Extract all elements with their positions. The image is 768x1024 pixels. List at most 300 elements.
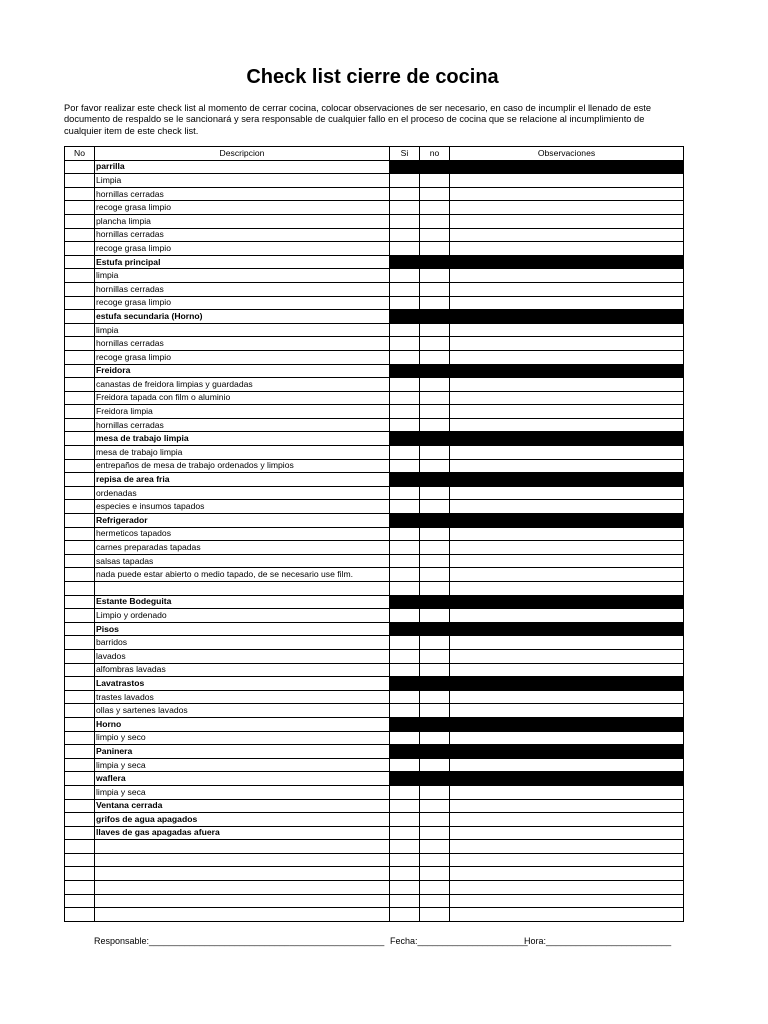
si-check-cell[interactable] xyxy=(390,826,420,840)
observaciones-cell[interactable] xyxy=(450,758,684,772)
row-number-cell xyxy=(65,881,95,895)
si-check-cell[interactable] xyxy=(390,840,420,854)
si-check-cell[interactable] xyxy=(390,731,420,745)
row-number-cell xyxy=(65,323,95,337)
description-cell: grifos de agua apagados xyxy=(95,813,390,827)
description-cell: Limpia xyxy=(95,174,390,188)
description-cell: Ventana cerrada xyxy=(95,799,390,813)
row-number-cell xyxy=(65,690,95,704)
description-cell xyxy=(95,867,390,881)
instructions-text: Por favor realizar este check list al momento de cerrar cocina, colocar observaciones de ser necesario, en caso de incumplir el llenado de este documento de respaldo se le sancionará y sera responsable de cualquier fallo en el proceso de cocina que se relacione al incumplimiento de cualquier item de este check list. xyxy=(64,103,652,136)
row-number-cell xyxy=(65,677,95,691)
no-check-cell[interactable] xyxy=(420,323,450,337)
blocked-cell xyxy=(420,745,450,759)
table-row xyxy=(65,405,684,419)
blocked-cell xyxy=(390,514,420,528)
table-row xyxy=(65,867,684,881)
no-check-cell[interactable] xyxy=(420,527,450,541)
row-number-cell xyxy=(65,255,95,269)
blocked-cell xyxy=(390,432,420,446)
description-cell: Freidora xyxy=(95,364,390,378)
observaciones-cell[interactable] xyxy=(450,269,684,283)
table-row xyxy=(65,500,684,514)
observaciones-cell[interactable] xyxy=(450,785,684,799)
table-row xyxy=(65,527,684,541)
row-number-cell xyxy=(65,582,95,596)
si-check-cell[interactable] xyxy=(390,704,420,718)
si-check-cell[interactable] xyxy=(390,486,420,500)
si-check-cell[interactable] xyxy=(390,894,420,908)
blocked-cell xyxy=(390,255,420,269)
row-number-cell xyxy=(65,772,95,786)
description-cell: estufa secundaria (Horno) xyxy=(95,310,390,324)
observaciones-cell[interactable] xyxy=(450,813,684,827)
description-cell: alfombras lavadas xyxy=(95,663,390,677)
observaciones-cell[interactable] xyxy=(450,446,684,460)
observaciones-cell[interactable] xyxy=(450,541,684,555)
observaciones-cell[interactable] xyxy=(450,609,684,623)
description-cell: Freidora limpia xyxy=(95,405,390,419)
no-check-cell[interactable] xyxy=(420,867,450,881)
description-cell: mesa de trabajo limpia xyxy=(95,432,390,446)
description-cell: salsas tapadas xyxy=(95,554,390,568)
si-check-cell[interactable] xyxy=(390,228,420,242)
description-cell xyxy=(95,881,390,895)
no-check-cell[interactable] xyxy=(420,486,450,500)
header-observaciones: Observaciones xyxy=(450,147,684,161)
observaciones-cell[interactable] xyxy=(450,840,684,854)
row-number-cell xyxy=(65,364,95,378)
row-number-cell xyxy=(65,214,95,228)
observaciones-cell[interactable] xyxy=(450,554,684,568)
table-row xyxy=(65,799,684,813)
no-check-cell[interactable] xyxy=(420,282,450,296)
description-cell: lavados xyxy=(95,649,390,663)
row-number-cell xyxy=(65,826,95,840)
no-check-cell[interactable] xyxy=(420,459,450,473)
no-check-cell[interactable] xyxy=(420,214,450,228)
no-check-cell[interactable] xyxy=(420,554,450,568)
row-number-cell xyxy=(65,459,95,473)
si-check-cell[interactable] xyxy=(390,813,420,827)
hora-field[interactable]: Hora:_________________________ xyxy=(524,936,672,946)
table-row xyxy=(65,609,684,623)
description-cell: canastas de freidora limpias y guardadas xyxy=(95,378,390,392)
table-row xyxy=(65,826,684,840)
si-check-cell[interactable] xyxy=(390,881,420,895)
blocked-cell xyxy=(420,432,450,446)
section-row xyxy=(65,622,684,636)
si-check-cell[interactable] xyxy=(390,663,420,677)
description-cell: barridos xyxy=(95,636,390,650)
header-no: No xyxy=(65,147,95,161)
si-check-cell[interactable] xyxy=(390,282,420,296)
observaciones-cell[interactable] xyxy=(450,527,684,541)
blocked-cell xyxy=(420,717,450,731)
observaciones-cell[interactable] xyxy=(450,826,684,840)
observaciones-cell[interactable] xyxy=(450,799,684,813)
no-check-cell[interactable] xyxy=(420,337,450,351)
description-cell: recoge grasa limpio xyxy=(95,242,390,256)
si-check-cell[interactable] xyxy=(390,609,420,623)
row-number-cell xyxy=(65,446,95,460)
blocked-cell xyxy=(420,473,450,487)
no-check-cell[interactable] xyxy=(420,894,450,908)
row-number-cell xyxy=(65,813,95,827)
description-cell: plancha limpia xyxy=(95,214,390,228)
table-row xyxy=(65,269,684,283)
blocked-cell xyxy=(420,677,450,691)
section-row xyxy=(65,432,684,446)
observaciones-cell[interactable] xyxy=(450,323,684,337)
observaciones-cell[interactable] xyxy=(450,582,684,596)
row-number-cell xyxy=(65,378,95,392)
table-row xyxy=(65,636,684,650)
no-check-cell[interactable] xyxy=(420,690,450,704)
si-check-cell[interactable] xyxy=(390,568,420,582)
observaciones-cell[interactable] xyxy=(450,378,684,392)
row-number-cell xyxy=(65,622,95,636)
si-check-cell[interactable] xyxy=(390,350,420,364)
no-check-cell[interactable] xyxy=(420,350,450,364)
si-check-cell[interactable] xyxy=(390,459,420,473)
table-row xyxy=(65,840,684,854)
table-row xyxy=(65,350,684,364)
observaciones-cell[interactable] xyxy=(450,459,684,473)
si-check-cell[interactable] xyxy=(390,541,420,555)
table-row xyxy=(65,704,684,718)
description-cell: especies e insumos tapados xyxy=(95,500,390,514)
blocked-cell xyxy=(450,473,684,487)
description-cell: limpia xyxy=(95,269,390,283)
observaciones-cell[interactable] xyxy=(450,881,684,895)
no-check-cell[interactable] xyxy=(420,446,450,460)
description-cell: ollas y sartenes lavados xyxy=(95,704,390,718)
observaciones-cell[interactable] xyxy=(450,894,684,908)
observaciones-cell[interactable] xyxy=(450,201,684,215)
no-check-cell[interactable] xyxy=(420,418,450,432)
si-check-cell[interactable] xyxy=(390,269,420,283)
observaciones-cell[interactable] xyxy=(450,568,684,582)
row-number-cell xyxy=(65,554,95,568)
description-cell: Estante Bodeguita xyxy=(95,595,390,609)
observaciones-cell[interactable] xyxy=(450,214,684,228)
si-check-cell[interactable] xyxy=(390,378,420,392)
row-number-cell xyxy=(65,595,95,609)
si-check-cell[interactable] xyxy=(390,296,420,310)
description-cell: mesa de trabajo limpia xyxy=(95,446,390,460)
si-check-cell[interactable] xyxy=(390,405,420,419)
blocked-cell xyxy=(390,310,420,324)
description-cell: Limpio y ordenado xyxy=(95,609,390,623)
observaciones-cell[interactable] xyxy=(450,337,684,351)
observaciones-cell[interactable] xyxy=(450,500,684,514)
header-si: Si xyxy=(390,147,420,161)
observaciones-cell[interactable] xyxy=(450,649,684,663)
table-row xyxy=(65,174,684,188)
row-number-cell xyxy=(65,649,95,663)
blocked-cell xyxy=(450,717,684,731)
blocked-cell xyxy=(420,622,450,636)
description-cell: carnes preparadas tapadas xyxy=(95,541,390,555)
no-check-cell[interactable] xyxy=(420,391,450,405)
table-row xyxy=(65,418,684,432)
section-row xyxy=(65,310,684,324)
description-cell xyxy=(95,894,390,908)
si-check-cell[interactable] xyxy=(390,500,420,514)
blocked-cell xyxy=(450,432,684,446)
blocked-cell xyxy=(450,310,684,324)
observaciones-cell[interactable] xyxy=(450,418,684,432)
no-check-cell[interactable] xyxy=(420,296,450,310)
no-check-cell[interactable] xyxy=(420,582,450,596)
observaciones-cell[interactable] xyxy=(450,242,684,256)
no-check-cell[interactable] xyxy=(420,269,450,283)
table-row xyxy=(65,459,684,473)
section-row xyxy=(65,677,684,691)
observaciones-cell[interactable] xyxy=(450,174,684,188)
no-check-cell[interactable] xyxy=(420,541,450,555)
description-cell: hornillas cerradas xyxy=(95,187,390,201)
si-check-cell[interactable] xyxy=(390,867,420,881)
description-cell: llaves de gas apagadas afuera xyxy=(95,826,390,840)
observaciones-cell[interactable] xyxy=(450,867,684,881)
row-number-cell xyxy=(65,337,95,351)
row-number-cell xyxy=(65,201,95,215)
no-check-cell[interactable] xyxy=(420,826,450,840)
si-check-cell[interactable] xyxy=(390,758,420,772)
si-check-cell[interactable] xyxy=(390,690,420,704)
responsable-field[interactable]: Responsable:_______________________________________________ xyxy=(94,936,385,946)
blocked-cell xyxy=(420,310,450,324)
observaciones-cell[interactable] xyxy=(450,391,684,405)
row-number-cell xyxy=(65,473,95,487)
row-number-cell xyxy=(65,350,95,364)
table-row xyxy=(65,649,684,663)
observaciones-cell[interactable] xyxy=(450,350,684,364)
blocked-cell xyxy=(420,160,450,174)
table-row xyxy=(65,486,684,500)
section-row xyxy=(65,595,684,609)
table-row xyxy=(65,554,684,568)
observaciones-cell[interactable] xyxy=(450,282,684,296)
table-row xyxy=(65,323,684,337)
no-check-cell[interactable] xyxy=(420,187,450,201)
si-check-cell[interactable] xyxy=(390,636,420,650)
description-cell xyxy=(95,840,390,854)
no-check-cell[interactable] xyxy=(420,609,450,623)
observaciones-cell[interactable] xyxy=(450,908,684,922)
table-header-row xyxy=(65,147,684,161)
description-cell: Freidora tapada con film o aluminio xyxy=(95,391,390,405)
no-check-cell[interactable] xyxy=(420,799,450,813)
no-check-cell[interactable] xyxy=(420,758,450,772)
description-cell: hornillas cerradas xyxy=(95,282,390,296)
table-row xyxy=(65,446,684,460)
row-number-cell xyxy=(65,541,95,555)
row-number-cell xyxy=(65,663,95,677)
description-cell: nada puede estar abierto o medio tapado, de se necesario use film. xyxy=(95,568,390,582)
blocked-cell xyxy=(390,160,420,174)
blocked-cell xyxy=(390,717,420,731)
no-check-cell[interactable] xyxy=(420,663,450,677)
page-title: Check list cierre de cocina xyxy=(246,66,499,88)
description-cell: Refrigerador xyxy=(95,514,390,528)
description-cell xyxy=(95,908,390,922)
si-check-cell[interactable] xyxy=(390,527,420,541)
observaciones-cell[interactable] xyxy=(450,704,684,718)
si-check-cell[interactable] xyxy=(390,201,420,215)
table-row xyxy=(65,282,684,296)
description-cell: parrilla xyxy=(95,160,390,174)
observaciones-cell[interactable] xyxy=(450,853,684,867)
table-row xyxy=(65,541,684,555)
blocked-cell xyxy=(420,772,450,786)
description-cell: hermeticos tapados xyxy=(95,527,390,541)
no-check-cell[interactable] xyxy=(420,731,450,745)
description-cell xyxy=(95,853,390,867)
row-number-cell xyxy=(65,568,95,582)
description-cell: limpio y seco xyxy=(95,731,390,745)
table-row xyxy=(65,663,684,677)
table-row xyxy=(65,378,684,392)
si-check-cell[interactable] xyxy=(390,446,420,460)
no-check-cell[interactable] xyxy=(420,201,450,215)
table-row xyxy=(65,391,684,405)
table-row xyxy=(65,296,684,310)
no-check-cell[interactable] xyxy=(420,853,450,867)
observaciones-cell[interactable] xyxy=(450,690,684,704)
row-number-cell xyxy=(65,405,95,419)
description-cell: recoge grasa limpio xyxy=(95,296,390,310)
row-number-cell xyxy=(65,296,95,310)
si-check-cell[interactable] xyxy=(390,908,420,922)
no-check-cell[interactable] xyxy=(420,500,450,514)
table-row xyxy=(65,214,684,228)
table-row xyxy=(65,881,684,895)
observaciones-cell[interactable] xyxy=(450,663,684,677)
no-check-cell[interactable] xyxy=(420,405,450,419)
table-row xyxy=(65,201,684,215)
observaciones-cell[interactable] xyxy=(450,636,684,650)
blocked-cell xyxy=(450,514,684,528)
row-number-cell xyxy=(65,242,95,256)
observaciones-cell[interactable] xyxy=(450,296,684,310)
section-row xyxy=(65,364,684,378)
description-cell: waflera xyxy=(95,772,390,786)
row-number-cell xyxy=(65,500,95,514)
blocked-cell xyxy=(450,745,684,759)
description-cell: hornillas cerradas xyxy=(95,418,390,432)
blocked-cell xyxy=(420,514,450,528)
observaciones-cell[interactable] xyxy=(450,486,684,500)
si-check-cell[interactable] xyxy=(390,323,420,337)
section-row xyxy=(65,160,684,174)
row-number-cell xyxy=(65,853,95,867)
blocked-cell xyxy=(450,160,684,174)
observaciones-cell[interactable] xyxy=(450,731,684,745)
table-row xyxy=(65,242,684,256)
no-check-cell[interactable] xyxy=(420,568,450,582)
blocked-cell xyxy=(450,677,684,691)
si-check-cell[interactable] xyxy=(390,554,420,568)
table-row xyxy=(65,853,684,867)
si-check-cell[interactable] xyxy=(390,214,420,228)
row-number-cell xyxy=(65,799,95,813)
no-check-cell[interactable] xyxy=(420,881,450,895)
table-row xyxy=(65,731,684,745)
blocked-cell xyxy=(390,677,420,691)
description-cell: limpia xyxy=(95,323,390,337)
table-row xyxy=(65,690,684,704)
no-check-cell[interactable] xyxy=(420,378,450,392)
section-row xyxy=(65,772,684,786)
table-row xyxy=(65,894,684,908)
description-cell: Horno xyxy=(95,717,390,731)
si-check-cell[interactable] xyxy=(390,649,420,663)
si-check-cell[interactable] xyxy=(390,337,420,351)
header-descripcion: Descripcion xyxy=(95,147,390,161)
si-check-cell[interactable] xyxy=(390,418,420,432)
table-row xyxy=(65,187,684,201)
description-cell: hornillas cerradas xyxy=(95,228,390,242)
description-cell: limpia y seca xyxy=(95,758,390,772)
row-number-cell xyxy=(65,432,95,446)
row-number-cell xyxy=(65,527,95,541)
description-cell: limpia y seca xyxy=(95,785,390,799)
section-row xyxy=(65,255,684,269)
no-check-cell[interactable] xyxy=(420,785,450,799)
description-cell: hornillas cerradas xyxy=(95,337,390,351)
description-cell: recoge grasa limpio xyxy=(95,350,390,364)
description-cell: recoge grasa limpio xyxy=(95,201,390,215)
row-number-cell xyxy=(65,758,95,772)
no-check-cell[interactable] xyxy=(420,636,450,650)
row-number-cell xyxy=(65,228,95,242)
observaciones-cell[interactable] xyxy=(450,228,684,242)
no-check-cell[interactable] xyxy=(420,242,450,256)
si-check-cell[interactable] xyxy=(390,853,420,867)
blocked-cell xyxy=(390,473,420,487)
section-row xyxy=(65,745,684,759)
si-check-cell[interactable] xyxy=(390,174,420,188)
table-row xyxy=(65,758,684,772)
row-number-cell xyxy=(65,867,95,881)
no-check-cell[interactable] xyxy=(420,228,450,242)
no-check-cell[interactable] xyxy=(420,649,450,663)
row-number-cell xyxy=(65,717,95,731)
no-check-cell[interactable] xyxy=(420,174,450,188)
row-number-cell xyxy=(65,785,95,799)
no-check-cell[interactable] xyxy=(420,704,450,718)
table-row xyxy=(65,582,684,596)
si-check-cell[interactable] xyxy=(390,582,420,596)
si-check-cell[interactable] xyxy=(390,799,420,813)
observaciones-cell[interactable] xyxy=(450,405,684,419)
si-check-cell[interactable] xyxy=(390,242,420,256)
blocked-cell xyxy=(450,772,684,786)
si-check-cell[interactable] xyxy=(390,785,420,799)
fecha-field[interactable]: Fecha:______________________ xyxy=(390,936,528,946)
no-check-cell[interactable] xyxy=(420,840,450,854)
observaciones-cell[interactable] xyxy=(450,187,684,201)
si-check-cell[interactable] xyxy=(390,187,420,201)
no-check-cell[interactable] xyxy=(420,813,450,827)
description-cell: entrepaños de mesa de trabajo ordenados y limpios xyxy=(95,459,390,473)
row-number-cell xyxy=(65,391,95,405)
no-check-cell[interactable] xyxy=(420,908,450,922)
si-check-cell[interactable] xyxy=(390,391,420,405)
